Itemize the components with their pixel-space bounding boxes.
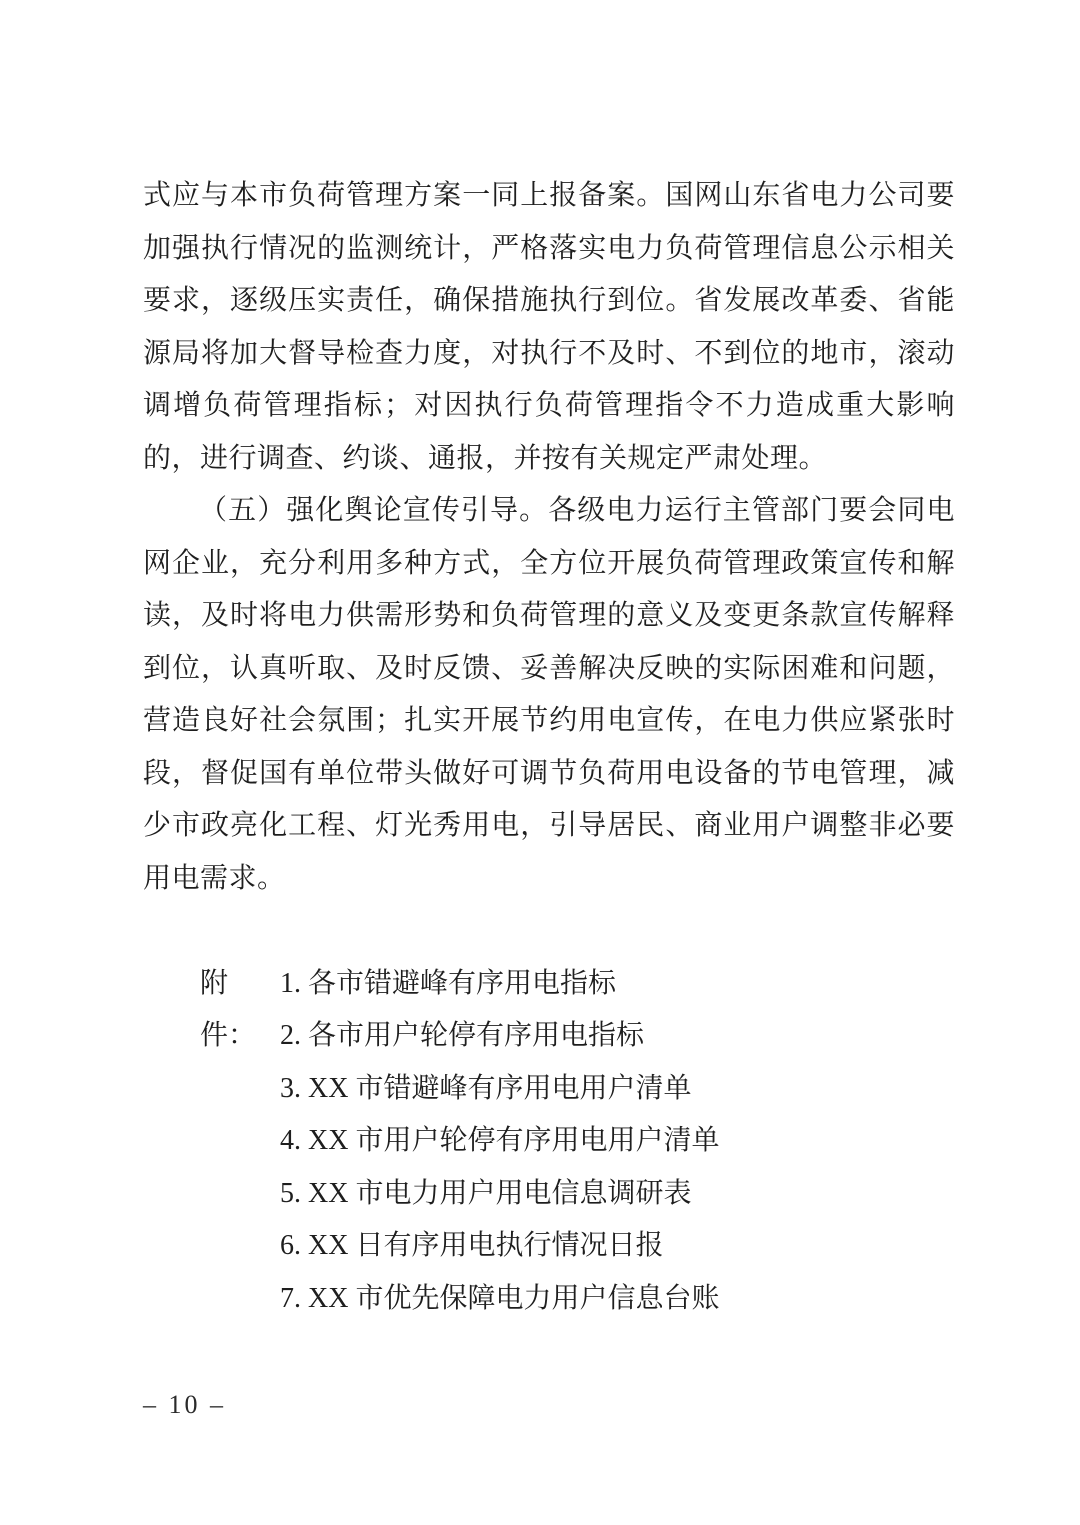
attachments-label: 附件： [200, 967, 257, 1051]
attachment-item: 5. XX 市电力用户用电信息调研表 [280, 1177, 692, 1209]
body-text-line: 的，进行调查、约谈、通报，并按有关规定严肃处理。 [143, 442, 828, 474]
attachment-item: 6. XX 日有序用电执行情况日报 [280, 1230, 664, 1261]
blank-line [143, 905, 955, 958]
body-text-line: 段，督促国有单位带头做好可调节负荷用电设备的节电管理，减 [143, 757, 955, 789]
body-text-line: 源局将加大督导检查力度，对执行不及时、不到位的地市，滚动 [143, 337, 955, 369]
paragraph-continuation [143, 170, 955, 485]
body-text-line: 到位，认真听取、及时反馈、妥善解决反映的实际困难和问题， [143, 652, 955, 684]
body-text-line: 用电需求。 [143, 862, 286, 894]
body-text-line: 要求，逐级压实责任，确保措施执行到位。省发展改革委、省能 [143, 285, 955, 316]
paragraph-section-five [143, 485, 955, 905]
document-body [143, 170, 955, 1325]
attachment-item: 7. XX 市优先保障电力用户信息台账 [280, 1282, 720, 1314]
body-text-line: 营造良好社会氛围；扎实开展节约用电宣传，在电力供应紧张时 [143, 705, 955, 736]
body-text-line: 网企业，充分利用多种方式，全方位开展负荷管理政策宣传和解 [143, 547, 955, 579]
body-text-line: 读，及时将电力供需形势和负荷管理的意义及变更条款宣传解释 [143, 600, 955, 631]
body-text-line: 少市政亮化工程、灯光秀用电，引导居民、商业用户调整非必要 [143, 810, 955, 841]
attachment-item: 2. 各市用户轮停有序用电指标 [280, 1020, 645, 1051]
body-text-line: 式应与本市负荷管理方案一同上报备案。国网山东省电力公司要 [143, 180, 955, 211]
attachment-item: 3. XX 市错避峰有序用电用户清单 [280, 1072, 692, 1104]
section-five-heading-line: （五）强化舆论宣传引导。各级电力运行主管部门要会同电 [199, 495, 955, 526]
attachment-item: 4. XX 市用户轮停有序用电用户清单 [280, 1125, 720, 1156]
body-text-line: 加强执行情况的监测统计，严格落实电力负荷管理信息公示相关 [143, 232, 955, 264]
attachment-item: 1. 各市错避峰有序用电指标 [280, 967, 617, 999]
body-text-line: 调增负荷管理指标；对因执行负荷管理指令不力造成重大影响 [143, 390, 955, 421]
attachments-list [280, 958, 719, 1326]
page-number: – 10 – [143, 1390, 226, 1419]
attachments-block [200, 958, 955, 1326]
